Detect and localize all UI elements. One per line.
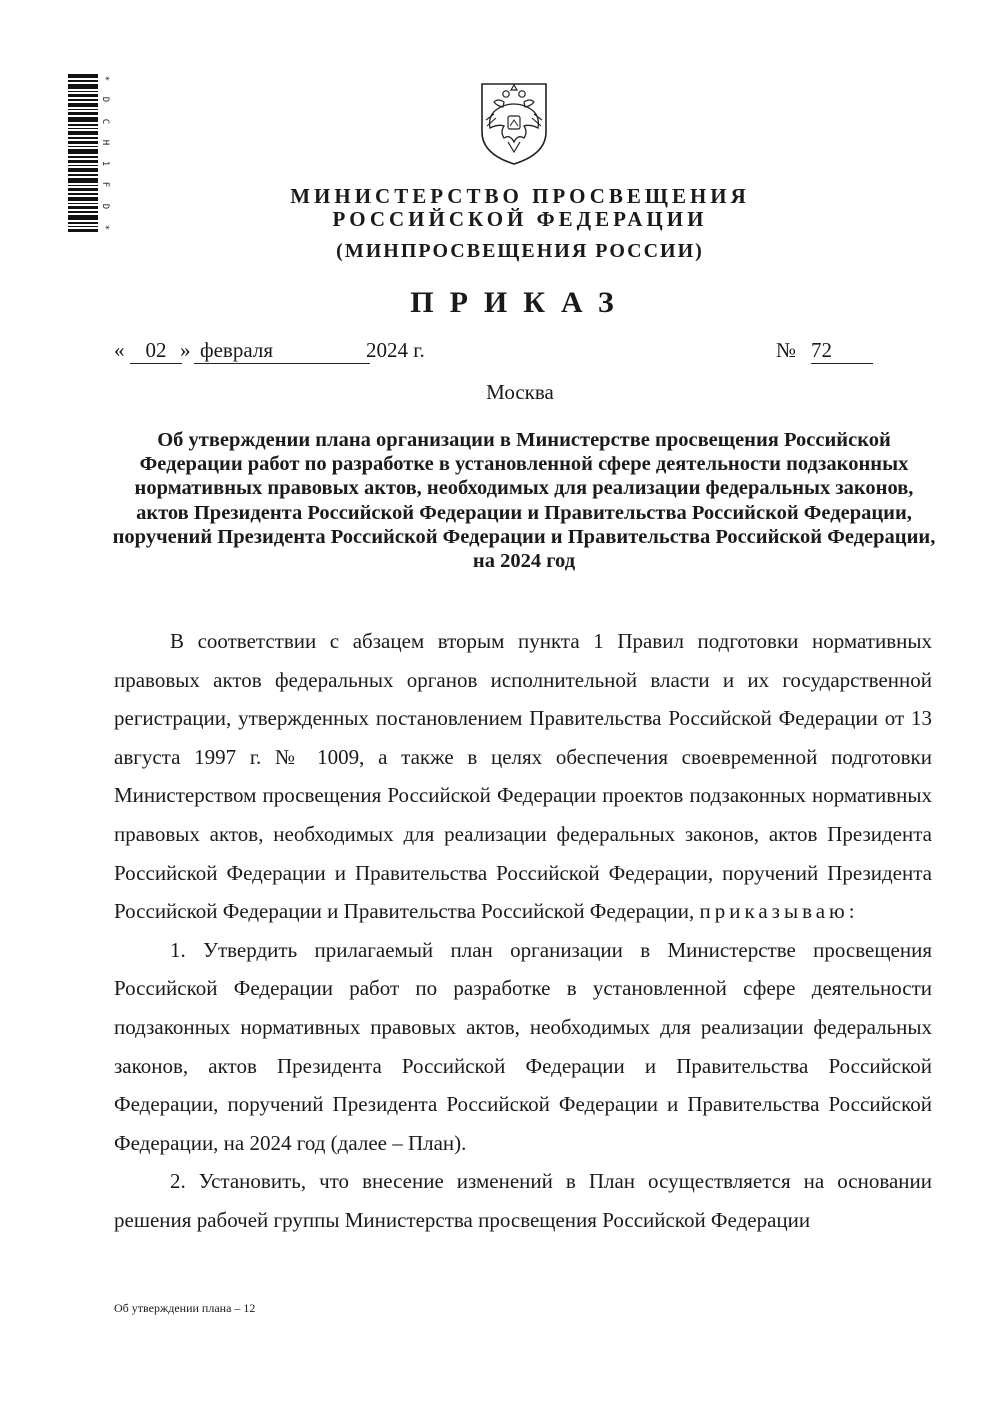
item-1-paragraph: 1. Утвердить прилагаемый план организации в Министерстве просвещения Российской Федерации работ по разработке в установленной сфере деятельности подзаконных нормативных правовых актов, необходимых для реализации федеральных законов, актов Президента Российской Федерации и Правительства Российской Федерации, поручений Президента Российской Федерации и Правительства Российской Федерации, на 2024 год (далее – План). [114,937,932,1155]
city: Москва [486,380,554,404]
ministry-name-line2: РОССИЙСКОЙ ФЕДЕРАЦИИ [332,207,708,231]
barcode-char: * [100,75,111,82]
order-number-label: № [776,338,797,362]
footer-note: Об утверждении плана – 12 [114,1301,256,1315]
barcode-char: F [100,182,111,188]
preamble-text: В соответствии с абзацем вторым пункта 1 Правил подготовки нормативных правовых актов федеральных органов исполнительной власти и их государственной регистрации, утвержденных постановлением Правительства Российской Федерации от 13 августа 1997 г. № 1009, а также в целях обеспечения своевременной подготовки Министерством просвещения Российской Федерации проектов подзаконных нормативных правовых актов, необходимых для реализации федеральных законов, актов Президента Российской Федерации и Правительства Российской Федерации, поручений Президента Российской Федерации и Правительства Российской Федерации, [114,629,932,924]
order-number: 72 [811,338,873,364]
barcode-char: H [100,139,111,146]
document-type: ПРИКАЗ [410,286,630,319]
barcode-char: * [100,224,111,231]
barcode-char: D [100,203,111,209]
date-year: 2024 г. [366,338,425,362]
barcode [68,74,112,232]
date-day: 02 [130,338,182,364]
barcode-bars [68,74,98,232]
barcode-char: C [100,118,111,124]
preamble-paragraph [114,622,932,931]
barcode-char: D [100,97,111,103]
document-body [114,622,932,1240]
date-quote-open: « [114,338,125,362]
order-word: приказываю: [699,899,859,924]
date-quote-close: » [180,338,191,362]
barcode-char: 1 [100,160,111,167]
ministry-name-line1: МИНИСТЕРСТВО ПРОСВЕЩЕНИЯ [290,184,750,208]
item-2-paragraph: 2. Установить, что внесение изменений в План осуществляется на основании решения рабочей группы Министерства просвещения Российской Федерации [114,1169,932,1232]
coat-of-arms-emblem [474,80,554,166]
date-month: февраля [194,338,370,364]
date-number-line [114,338,894,370]
ministry-short-name: (МИНПРОСВЕЩЕНИЯ РОССИИ) [336,240,704,262]
barcode-text [98,74,112,232]
document-title: Об утверждении плана организации в Министерстве просвещения Российской Федерации работ по разработке в установленной сфере деятельности подзаконных нормативных правовых актов, необходимых для реализации федеральных законов, актов Президента Российской Федерации и Правительства Российской Федерации, поручений Президента Российской Федерации и Правительства Российской Федерации, на 2024 год [112,429,936,573]
